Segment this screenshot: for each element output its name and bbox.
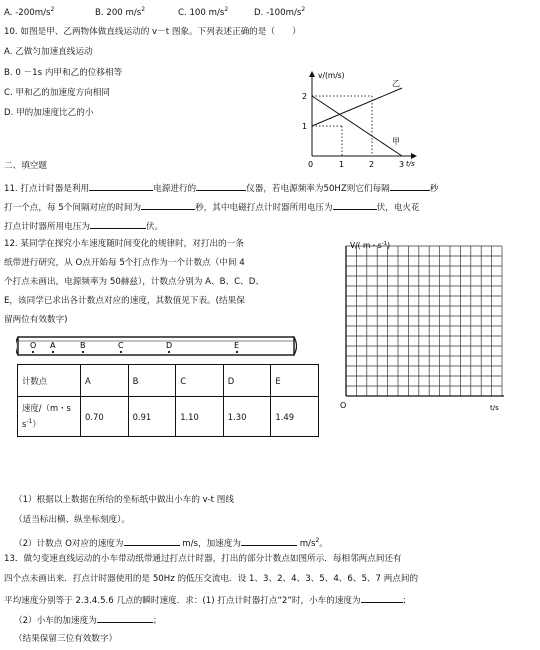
table-row (18, 365, 319, 397)
paper-tape (16, 333, 298, 359)
tape-label-c: C (118, 341, 124, 350)
q13-line5: （结果保留三位有效数字） (14, 634, 118, 644)
q9-option-d-sup: 2 (301, 6, 306, 13)
q13-line4 (14, 613, 161, 627)
q11-l3a: 打点计时器所用电压为 (4, 222, 90, 232)
q13-l4b: ； (152, 616, 162, 626)
q12-sub2c: m/s (299, 538, 316, 549)
grid-ylabel-text: V/( m・s (350, 241, 382, 250)
tape-dot-a (52, 351, 54, 353)
vt-label-jia: 甲 (392, 137, 400, 146)
tape-dot-e (236, 351, 238, 353)
grid-ylabel-sup: -1 (381, 241, 388, 247)
q12-blank-accel[interactable] (241, 536, 297, 546)
q11-line1 (4, 181, 438, 195)
q11-l1c: 仪器，若电源频率为50HZ则它们每隔 (246, 184, 390, 194)
q13-line1: 13．做匀变速直线运动的小车带动纸带通过打点计时器，打出的部分计数点如图所示．每相邻两点间还有 (4, 554, 402, 564)
q13-l3a: 平均速度分别等于 2.3.4.5.6 几点的瞬时速度．求：(1) 打点计时器打点“2”时，小车的速度为 (4, 596, 361, 606)
table-header-b: B (128, 365, 176, 397)
q12-sub2d: 。 (319, 538, 328, 549)
q11-blank-5[interactable] (333, 200, 377, 210)
table-value-b: 0.91 (128, 397, 176, 437)
q9-option-c-sup: 2 (224, 6, 229, 13)
table-header-c: C (176, 365, 224, 397)
table-header-e: E (271, 365, 319, 397)
velocity-table (17, 364, 319, 437)
q11-l2a: 打一个点，每 5个间隔对应的时间为 (4, 203, 142, 213)
q10-option-c: C. 甲和乙的加速度方向相同 (4, 88, 110, 98)
q12-sub1-line2: （适当标出横、纵坐标刻度）。 (14, 515, 131, 525)
q9-option-c: C. 100 m/s (178, 7, 225, 18)
q12-sub1-line1: （1）根据以上数据在所给的坐标纸中做出小车的 v-t 图线 (14, 495, 234, 505)
tape-label-e: E (234, 341, 240, 350)
q13-l3b: ； (402, 596, 412, 606)
table-row-label-text: 速度/（m・s (22, 403, 71, 414)
tape-label-o: O (30, 341, 37, 350)
table-row (18, 397, 319, 437)
vt-xtick-2: 2 (369, 160, 375, 169)
table-header-d: D (223, 365, 271, 397)
table-row-label-close: ） (32, 418, 41, 429)
vt-label-yi: 乙 (392, 79, 400, 88)
q11-l1d: 秒 (429, 184, 439, 194)
grid-xlabel: t/s (490, 404, 499, 412)
vt-ytick-1: 1 (302, 122, 308, 131)
q12-sub2-line (14, 535, 328, 550)
table-header-label: 计数点 (18, 365, 81, 397)
q9-option-c-wrap (178, 4, 228, 19)
vt-xlabel: t/s (406, 160, 415, 168)
vt-ytick-2: 2 (302, 92, 308, 101)
table-row-label (18, 397, 81, 437)
q11-l1b: 电源进行的 (153, 184, 197, 194)
vt-line-jia (312, 96, 402, 156)
table-value-e: 1.49 (271, 397, 319, 437)
q13-line3 (4, 593, 411, 607)
q12-sub2b: m/s，加速度为 (182, 538, 241, 549)
q11-line2 (4, 200, 420, 214)
q11-l2c: 伏，电火花 (376, 203, 420, 213)
grid-lines (346, 246, 502, 396)
q9-option-b-sup: 2 (141, 6, 146, 13)
q13-blank-speed[interactable] (361, 593, 403, 603)
tape-dot-b (82, 351, 84, 353)
q12-line4: E，该同学已求出各计数点对应的速度，其数值见下表。(结果保 (4, 296, 245, 306)
vt-xtick-1: 1 (339, 160, 345, 169)
q12-line3: 个打点未画出，电源频率为 50赫兹），计数点分别为 A、B、C、D、 (4, 277, 264, 287)
q12-sub2a: （2）计数点 O对应的速度为 (14, 538, 124, 549)
q9-option-b-wrap (95, 4, 145, 19)
q11-blank-1[interactable] (89, 181, 153, 191)
vt-origin: 0 (308, 160, 314, 169)
tape-label-b: B (80, 341, 86, 350)
q11-l2b: 秒，其中电磁打点计时器所用电压为 (195, 203, 333, 213)
q10-stem: 10. 如图是甲、乙两物体做直线运动的 v－t 图象。下列表述正确的是（ ） (4, 27, 301, 37)
table-value-c: 1.10 (176, 397, 224, 437)
q12-line1: 12. 某同学在探究小车速度随时间变化的规律时，对打出的一条 (4, 239, 244, 249)
q11-l3b: 伏。 (145, 222, 164, 232)
q9-option-d-wrap (254, 4, 305, 19)
table-value-d: 1.30 (223, 397, 271, 437)
q11-blank-4[interactable] (141, 200, 195, 210)
q13-blank-accel[interactable] (97, 613, 153, 623)
grid-ylabel-end: ) (387, 241, 391, 250)
q12-sub2-sup: 2 (315, 537, 320, 544)
q10-option-b: B. 0 －1s 内甲和乙的位移相等 (4, 68, 123, 78)
graph-paper (332, 238, 512, 416)
q13-line2: 四个点未画出来．打点计时器使用的是 50Hz 的低压交流电．设 1、3、2、4、3、5、4、6、5、7 两点间的 (4, 574, 419, 584)
tape-dot-o (32, 351, 34, 353)
tape-dot-c (120, 351, 122, 353)
q11-blank-3[interactable] (390, 181, 430, 191)
q11-line3 (4, 219, 163, 233)
q10-option-d: D. 甲的加速度比乙的小 (4, 108, 94, 118)
vt-line-yi (312, 88, 402, 126)
q12-blank-v0[interactable] (124, 536, 180, 546)
vt-xtick-3: 3 (399, 160, 405, 169)
vt-graph (296, 66, 420, 170)
tape-dot-d (168, 351, 170, 353)
table-value-a: 0.70 (81, 397, 129, 437)
q10-option-a: A. 乙做匀加速直线运动 (4, 47, 93, 57)
q9-option-a-sup: 2 (50, 6, 55, 13)
section-heading: 二、填空题 (4, 161, 47, 171)
q11-l1a: 11. 打点计时器是利用 (4, 184, 90, 194)
q9-option-d: D. -100m/s (254, 7, 302, 18)
q9-option-a: A. -200m/s (4, 7, 51, 18)
tape-label-a: A (50, 341, 56, 350)
q11-blank-6[interactable] (90, 219, 146, 229)
table-header-a: A (81, 365, 129, 397)
grid-origin: O (340, 401, 347, 410)
grid-ylabel (350, 241, 390, 250)
q12-line2: 纸带进行研究，从 O点开始每 5个打点作为一个计数点（中间 4 (4, 258, 245, 268)
table-row-label-s: s (22, 418, 27, 429)
vt-ylabel: v/(m/s) (318, 71, 345, 80)
tape-body (18, 337, 294, 355)
q12-line5: 留两位有效数字) (4, 315, 68, 325)
table-row-label-sup: -1 (26, 418, 33, 426)
q9-options (4, 4, 54, 19)
tape-label-d: D (166, 341, 173, 350)
q11-blank-2[interactable] (196, 181, 246, 191)
q13-l4a: （2）小车的加速度为 (14, 616, 97, 626)
q9-option-b: B. 200 m/s (95, 7, 142, 18)
